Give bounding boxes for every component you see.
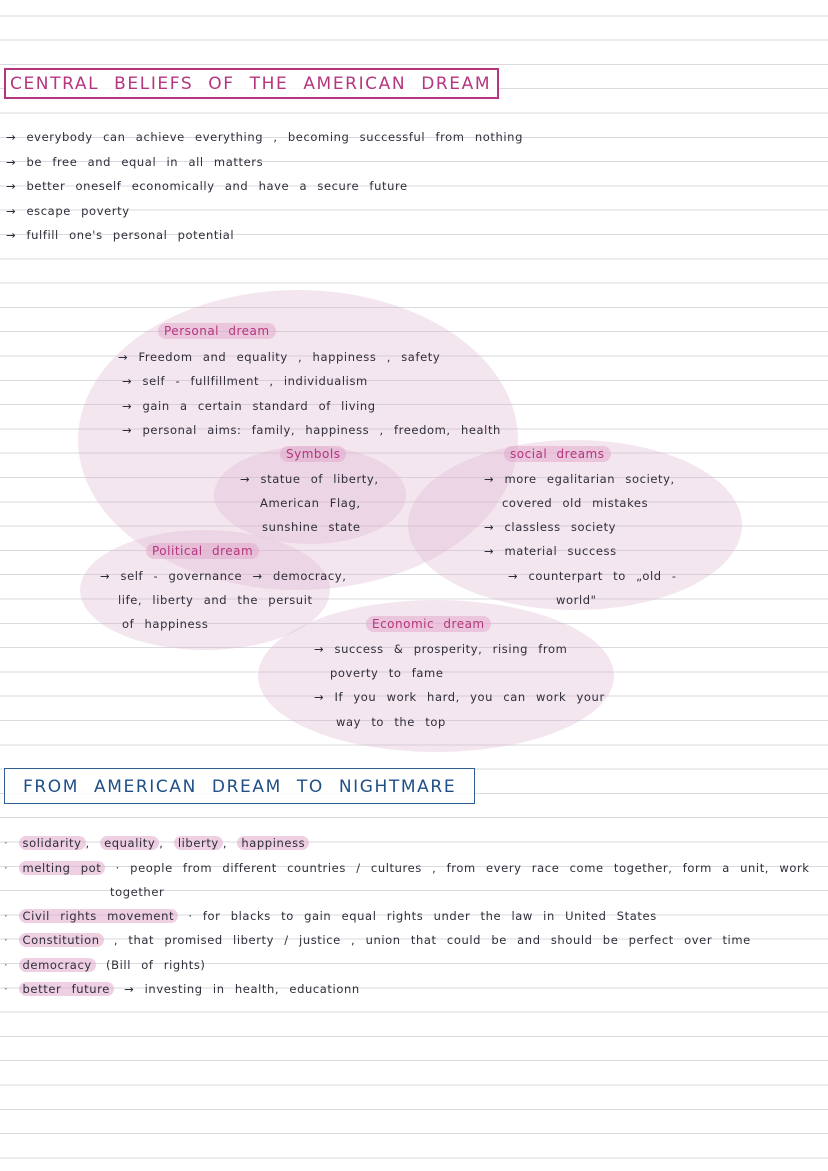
term-highlight: better future [19,982,114,996]
economic-item: poverty to fame [330,666,444,680]
personal-item: → self - fullfillment , individualism [122,374,368,388]
social-item: world" [556,593,597,607]
economic-item: → If you work hard, you can work your [314,690,605,704]
nightmare-row: · better future → investing in health, educationn [4,982,360,996]
section-title-text: FROM AMERICAN DREAM TO NIGHTMARE [23,777,457,797]
personal-item: → gain a certain standard of living [122,399,376,413]
economic-item: → success & prosperity, rising from [314,642,568,656]
belief-item: → everybody can achieve everything , becoming successful from nothing [6,130,523,144]
economic-item: way to the top [336,715,446,729]
nightmare-row: · melting pot · people from different countries / cultures , from every race come together, form a unit, work [4,861,810,875]
nightmare-row-continuation: together [110,885,165,899]
belief-item: → escape poverty [6,204,130,218]
page-title-text: CENTRAL BELIEFS OF THE AMERICAN DREAM [10,74,492,94]
political-dream-label: Political dream [146,544,259,558]
symbols-item: → statue of liberty, [240,472,379,486]
social-item: → classless society [484,520,617,534]
social-item: → more egalitarian society, [484,472,675,486]
social-item: → material success [484,544,617,558]
term-highlight: democracy [19,958,96,972]
term-highlight: happiness [237,836,309,850]
social-item: → counterpart to „old - [508,569,677,583]
social-dreams-label: social dreams [504,447,611,461]
personal-item: → personal aims: family, happiness , freedom, health [122,423,501,437]
term-highlight: equality [100,836,159,850]
nightmare-row: · Constitution , that promised liberty / justice , union that could be and should be perfect over time [4,933,751,947]
political-item: → self - governance → democracy, [100,569,347,583]
nightmare-row: · Civil rights movement · for blacks to gain equal rights under the law in United States [4,909,657,923]
belief-item: → fulfill one's personal potential [6,228,235,242]
belief-item: → be free and equal in all matters [6,155,264,169]
political-item: of happiness [122,617,209,631]
social-item: covered old mistakes [502,496,649,510]
economic-dream-label: Economic dream [366,617,491,631]
belief-item: → better oneself economically and have a secure future [6,179,408,193]
term-highlight: solidarity [19,836,86,850]
nightmare-row: · democracy (Bill of rights) [4,958,206,972]
political-item: life, liberty and the persuit [118,593,313,607]
symbols-item: sunshine state [262,520,361,534]
term-highlight: liberty [174,836,223,850]
term-highlight: melting pot [19,861,106,875]
section-title [4,768,475,804]
nightmare-row: · solidarity , equality , liberty , happiness [4,836,309,850]
symbols-label: Symbols [280,447,346,461]
term-highlight: Constitution [19,933,104,947]
personal-item: → Freedom and equality , happiness , safety [118,350,441,364]
term-highlight: Civil rights movement [19,909,179,923]
symbols-item: American Flag, [260,496,361,510]
personal-dream-label: Personal dream [158,324,276,338]
page-title [4,68,499,99]
